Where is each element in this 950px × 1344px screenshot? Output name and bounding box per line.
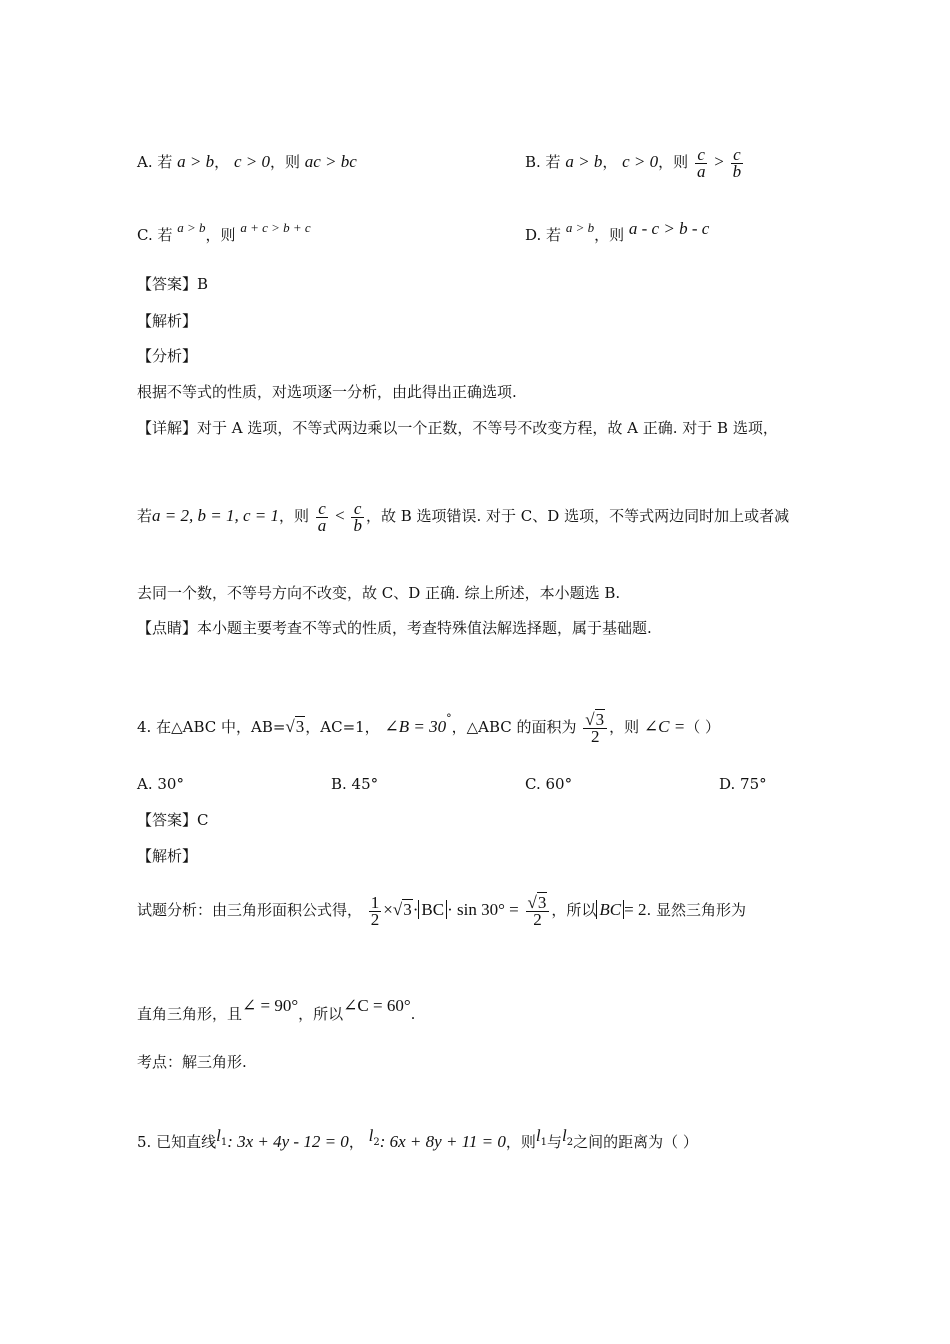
q3-fenxi-text: 根据不等式的性质，对选项逐一分析，由此得出正确选项. <box>137 383 517 401</box>
fraction-c-over-a-example: $\frac{c}{a}$ <box>317 498 327 535</box>
q3-option-d: D. 若 a > b，则 a - c > b - c <box>525 219 710 244</box>
q3-detail-line3: 去同一个数，不等号方向不改变，故 C、D 正确. 综上所述，本小题选 B. <box>137 584 621 602</box>
q4-solution-line1: 试题分析：由三角形面积公式得， $\frac{1}{2}$ ×√3· BC · sin 30° = $\frac{√3}{2}$ ，所以 BC = 2. 显然三角形为 <box>137 892 746 929</box>
fraction-one-half: $\frac{1}{2}$ <box>370 892 380 929</box>
q3-analysis-heading: 【解析】 <box>137 312 198 330</box>
q4-answer: 【答案】C <box>137 811 209 829</box>
fraction-sqrt3-over-2: $\frac{√3}{2}$ <box>583 712 607 745</box>
q3-detail-line2: 若a = 2, b = 1, c = 1，则 $\frac{c}{a}$ < $\frac{c}{b}$ ，故 B 选项错误. 对于 C、D 选项，不等式两边同时加上或者减 <box>137 498 790 535</box>
q4-option-b: B. 45° <box>331 775 379 793</box>
q5-stem: 5. 已知直线$l^1$: 3x + 4y - 12 = 0， $l^2$: 6x + 8y + 11 = 0，则$l^1$与$l^2$之间的距离为（ ） <box>137 1126 698 1151</box>
q4-option-c: C. 60° <box>525 775 573 793</box>
fraction-sqrt3-over-2-solution: $\frac{√3}{2}$ <box>526 895 550 928</box>
q3-option-b: B. 若 a > b， c > 0，则 $\frac{c}{a}$ > $\frac{c}{b}$ <box>525 144 742 181</box>
q3-detail-line1: 【详解】对于 A 选项，不等式两边乘以一个正数，不等号不改变方程，故 A 正确. 对于 B 选项， <box>137 419 778 437</box>
q3-option-c: C. 若 a > b，则 a + c > b + c <box>137 220 311 244</box>
q4-solution-line2: 直角三角形，且∠ = 90°，所以∠C = 60°. <box>137 996 416 1023</box>
q3-fenxi-heading: 【分析】 <box>137 347 198 365</box>
q4-option-d: D. 75° <box>719 775 767 793</box>
fraction-c-over-b-example: $\frac{c}{b}$ <box>353 498 362 535</box>
fraction-c-over-b: $\frac{c}{b}$ <box>732 144 742 181</box>
q4-option-a: A. 30° <box>137 775 184 793</box>
sqrt-3: √3 <box>285 717 305 736</box>
fraction-c-over-a: $\frac{c}{a}$ <box>696 144 706 181</box>
q4-stem: 4. 在△ABC 中，AB=√3，AC=1， ∠B = 30°，△ABC 的面积为 $\frac{√3}{2}$ ，则 ∠C =（ ） <box>137 688 720 758</box>
q3-dianjing: 【点睛】本小题主要考查不等式的性质，考查特殊值法解选择题，属于基础题. <box>137 619 652 637</box>
q3-option-a: A. 若 a > b， c > 0，则 ac > bc <box>137 152 357 171</box>
q4-analysis-heading: 【解析】 <box>137 847 198 865</box>
q3-answer: 【答案】B <box>137 275 209 293</box>
q4-kaodian: 考点：解三角形. <box>137 1053 247 1071</box>
